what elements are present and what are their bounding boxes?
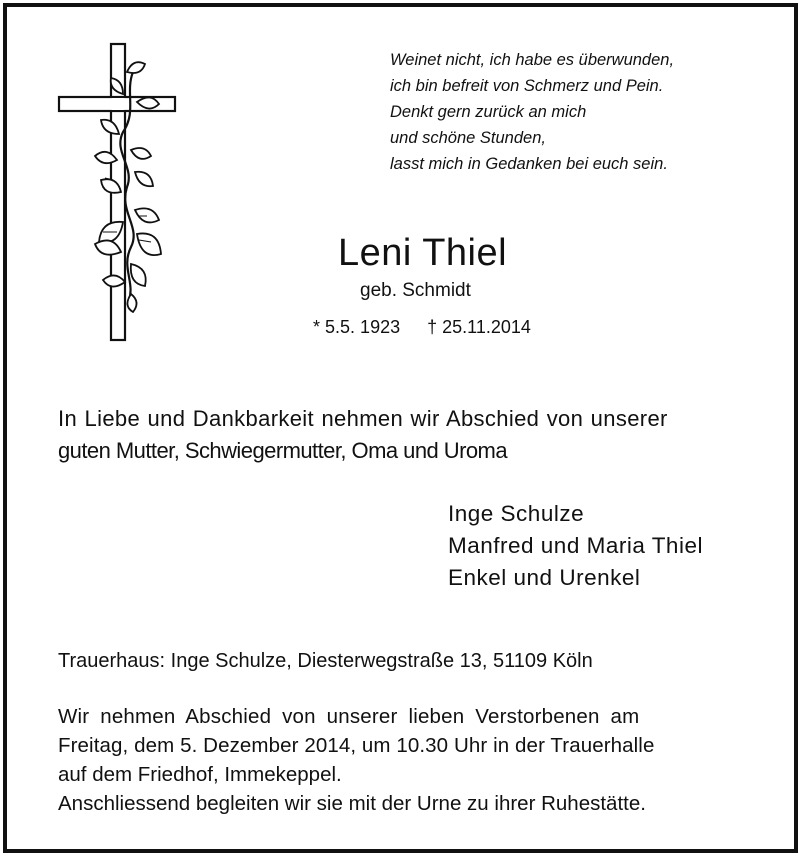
deceased-name: Leni Thiel — [338, 232, 508, 274]
poem-line: und schöne Stunden, — [390, 129, 546, 147]
service-line: Anschliessend begleiten wir sie mit der Urne zu ihrer Ruhestätte. — [58, 792, 646, 815]
family-signatures — [448, 498, 703, 594]
death-date: 25.11.2014 — [442, 317, 531, 337]
poem-line: ich bin befreit von Schmerz und Pein. — [390, 77, 664, 95]
service-line: Freitag, dem 5. Dezember 2014, um 10.30 Uhr in der Trauerhalle — [58, 734, 655, 757]
intro-line: guten Mutter, Schwiegermutter, Oma und Uroma — [58, 438, 508, 463]
intro-line: In Liebe und Dankbarkeit nehmen wir Abschied von unserer — [58, 406, 668, 431]
birth-date: 5.5. 1923 — [325, 317, 401, 337]
cross-with-ivy-icon — [55, 42, 180, 342]
farewell-intro — [58, 403, 758, 467]
life-dates — [313, 317, 531, 338]
poem-line: Weinet nicht, ich habe es überwunden, — [390, 51, 675, 69]
poem-line: Denkt gern zurück an mich — [390, 103, 587, 121]
family-name: Enkel und Urenkel — [448, 565, 641, 590]
poem-line: lasst mich in Gedanken bei euch sein. — [390, 155, 668, 173]
death-symbol: † — [427, 317, 438, 337]
family-name: Inge Schulze — [448, 501, 585, 526]
mourning-house: Trauerhaus: Inge Schulze, Diesterwegstraße 13, 51109 Köln — [58, 650, 593, 672]
family-name: Manfred und Maria Thiel — [448, 533, 703, 558]
service-line: auf dem Friedhof, Immekeppel. — [58, 763, 342, 786]
service-details — [58, 702, 748, 818]
birth-symbol: * — [313, 317, 321, 337]
maiden-name: geb. Schmidt — [360, 280, 471, 301]
poem — [390, 47, 674, 177]
service-line: Wir nehmen Abschied von unserer lieben Verstorbenen am — [58, 705, 640, 728]
